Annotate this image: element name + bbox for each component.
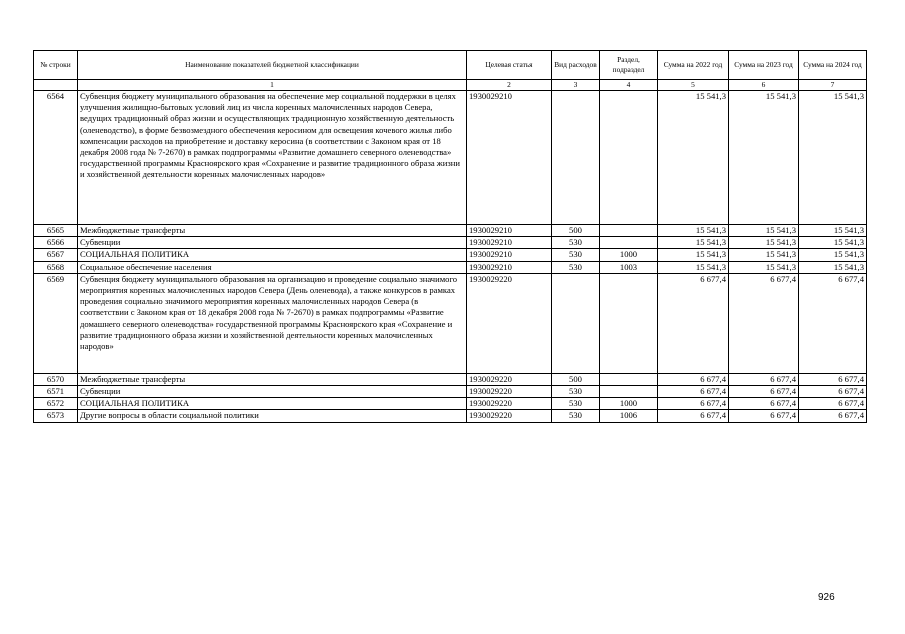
row-expense-type-cell: 530 [552, 386, 600, 398]
row-sum-2024-cell: 15 541,3 [799, 237, 867, 249]
row-sum-2023-cell: 6 677,4 [729, 386, 799, 398]
column-number: 2 [467, 80, 552, 91]
table-row [34, 91, 867, 225]
column-number: 4 [600, 80, 658, 91]
row-expense-type-cell [552, 91, 600, 225]
row-expense-type-cell: 500 [552, 225, 600, 237]
row-section-cell: 1000 [600, 398, 658, 410]
table-row [34, 398, 867, 410]
row-target-article-cell: 1930029210 [467, 237, 552, 249]
row-name-cell: Субвенции [78, 386, 467, 398]
row-target-article-cell: 1930029220 [467, 410, 552, 422]
table-row [34, 386, 867, 398]
column-number-row [34, 80, 867, 91]
header-name: Наименование показателей бюджетной классификации [78, 51, 467, 80]
row-sum-2023-cell: 6 677,4 [729, 273, 799, 373]
row-sum-2023-cell: 15 541,3 [729, 237, 799, 249]
row-number-cell: 6570 [34, 373, 78, 385]
row-sum-2022-cell: 15 541,3 [658, 91, 729, 225]
row-target-article-cell: 1930029220 [467, 273, 552, 373]
row-section-cell: 1006 [600, 410, 658, 422]
row-sum-2024-cell: 15 541,3 [799, 261, 867, 273]
row-section-cell [600, 237, 658, 249]
row-section-cell: 1000 [600, 249, 658, 261]
row-number-cell: 6564 [34, 91, 78, 225]
table-row [34, 410, 867, 422]
row-expense-type-cell: 500 [552, 373, 600, 385]
row-sum-2022-cell: 15 541,3 [658, 249, 729, 261]
column-number [34, 80, 78, 91]
header-sum-2022: Сумма на 2022 год [658, 51, 729, 80]
row-sum-2022-cell: 6 677,4 [658, 386, 729, 398]
column-number: 5 [658, 80, 729, 91]
row-sum-2024-cell: 6 677,4 [799, 373, 867, 385]
table-row [34, 249, 867, 261]
column-number: 6 [729, 80, 799, 91]
row-name-cell: Социальное обеспечение населения [78, 261, 467, 273]
header-row-number: № строки [34, 51, 78, 80]
row-number-cell: 6572 [34, 398, 78, 410]
row-name-cell: Субвенции [78, 237, 467, 249]
page-number: 926 [818, 592, 835, 603]
row-expense-type-cell: 530 [552, 249, 600, 261]
row-sum-2022-cell: 15 541,3 [658, 225, 729, 237]
table-row [34, 273, 867, 373]
row-expense-type-cell: 530 [552, 237, 600, 249]
row-name-cell: СОЦИАЛЬНАЯ ПОЛИТИКА [78, 249, 467, 261]
row-name-cell: Субвенция бюджету муниципального образования на обеспечение мер социальной поддержки в целях улучшения жилищно-бытовых условий лиц из числа коренных малочисленных народов Севера, ведущих традиционный образ жизни и осуществляющих традиционную хозяйственную деятельность (оленеводство), в форме безвозмездного обеспечения керосином для освещения кочевого жилья либо компенсации расходов на приобретение и доставку керосина (в соответствии с Законом края от 18 декабря 2008 года № 7-2670) в рамках подпрограммы «Развитие домашнего северного оленеводства» государственной программы Красноярского края «Сохранение и развитие традиционного образа жизни и хозяйственной деятельности коренных малочисленных народов» [78, 91, 467, 225]
row-section-cell [600, 225, 658, 237]
row-target-article-cell: 1930029210 [467, 91, 552, 225]
header-target-article: Целевая статья [467, 51, 552, 80]
header-row [34, 51, 867, 80]
budget-table [33, 50, 867, 423]
table-row [34, 373, 867, 385]
row-section-cell [600, 91, 658, 225]
row-sum-2023-cell: 6 677,4 [729, 398, 799, 410]
row-sum-2023-cell: 15 541,3 [729, 91, 799, 225]
row-name-cell: Межбюджетные трансферты [78, 373, 467, 385]
row-target-article-cell: 1930029210 [467, 249, 552, 261]
row-sum-2024-cell: 6 677,4 [799, 386, 867, 398]
row-sum-2023-cell: 15 541,3 [729, 261, 799, 273]
table-row [34, 237, 867, 249]
row-sum-2024-cell: 6 677,4 [799, 398, 867, 410]
row-expense-type-cell: 530 [552, 261, 600, 273]
row-sum-2023-cell: 15 541,3 [729, 249, 799, 261]
row-sum-2022-cell: 6 677,4 [658, 398, 729, 410]
row-sum-2023-cell: 15 541,3 [729, 225, 799, 237]
row-sum-2023-cell: 6 677,4 [729, 373, 799, 385]
row-target-article-cell: 1930029210 [467, 225, 552, 237]
row-expense-type-cell: 530 [552, 398, 600, 410]
row-number-cell: 6573 [34, 410, 78, 422]
row-target-article-cell: 1930029210 [467, 261, 552, 273]
table-row [34, 225, 867, 237]
table-row [34, 261, 867, 273]
row-sum-2022-cell: 15 541,3 [658, 261, 729, 273]
row-name-cell: СОЦИАЛЬНАЯ ПОЛИТИКА [78, 398, 467, 410]
row-target-article-cell: 1930029220 [467, 398, 552, 410]
row-sum-2024-cell: 15 541,3 [799, 91, 867, 225]
row-expense-type-cell: 530 [552, 410, 600, 422]
row-target-article-cell: 1930029220 [467, 373, 552, 385]
header-expense-type: Вид расходов [552, 51, 600, 80]
row-number-cell: 6567 [34, 249, 78, 261]
row-section-cell: 1003 [600, 261, 658, 273]
row-number-cell: 6565 [34, 225, 78, 237]
row-sum-2022-cell: 6 677,4 [658, 273, 729, 373]
header-sum-2024: Сумма на 2024 год [799, 51, 867, 80]
row-sum-2024-cell: 6 677,4 [799, 273, 867, 373]
row-name-cell: Межбюджетные трансферты [78, 225, 467, 237]
row-sum-2024-cell: 15 541,3 [799, 225, 867, 237]
column-number: 3 [552, 80, 600, 91]
row-name-cell: Другие вопросы в области социальной политики [78, 410, 467, 422]
column-number: 7 [799, 80, 867, 91]
column-number: 1 [78, 80, 467, 91]
row-number-cell: 6571 [34, 386, 78, 398]
row-sum-2022-cell: 15 541,3 [658, 237, 729, 249]
header-sum-2023: Сумма на 2023 год [729, 51, 799, 80]
row-sum-2023-cell: 6 677,4 [729, 410, 799, 422]
row-number-cell: 6569 [34, 273, 78, 373]
row-sum-2024-cell: 6 677,4 [799, 410, 867, 422]
row-section-cell [600, 386, 658, 398]
row-number-cell: 6566 [34, 237, 78, 249]
row-target-article-cell: 1930029220 [467, 386, 552, 398]
row-expense-type-cell [552, 273, 600, 373]
row-sum-2022-cell: 6 677,4 [658, 410, 729, 422]
row-sum-2024-cell: 15 541,3 [799, 249, 867, 261]
row-sum-2022-cell: 6 677,4 [658, 373, 729, 385]
row-section-cell [600, 373, 658, 385]
row-name-cell: Субвенция бюджету муниципального образования на организацию и проведение социально значимого мероприятия коренных малочисленных народов Севера (День оленевода), а также конкурсов в рамках проведения социально значимого мероприятия коренных малочисленных народов Севера (в соответствии с Законом края от 18 декабря 2008 года № 7-2670) в рамках подпрограммы «Развитие домашнего северного оленеводства» государственной программы Красноярского края «Сохранение и развитие традиционного образа жизни и хозяйственной деятельности коренных малочисленных народов» [78, 273, 467, 373]
header-section: Раздел, подраздел [600, 51, 658, 80]
row-section-cell [600, 273, 658, 373]
row-number-cell: 6568 [34, 261, 78, 273]
